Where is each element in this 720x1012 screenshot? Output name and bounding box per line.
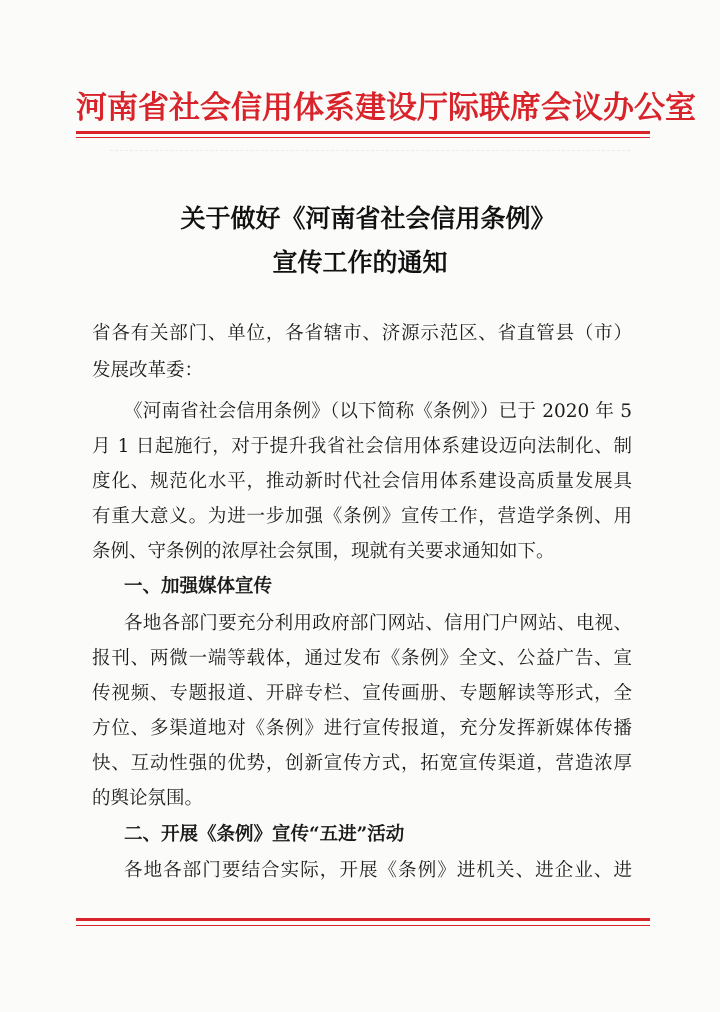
addressee-line-1: 省各有关部门、单位，各省辖市、济源示范区、省直管县（市） [92, 323, 632, 344]
section-1-line-6: 的舆论氛围。 [92, 788, 204, 809]
section-1-line-1: 各地各部门要充分利用政府部门网站、信用门户网站、电视、 [124, 613, 632, 634]
section-2-heading: 二、开展《条例》宣传“五进”活动 [124, 824, 405, 845]
show-through-texture [110, 150, 630, 163]
document-title-line-1: 关于做好《河南省社会信用条例》 [180, 204, 556, 233]
intro-line-5: 条例、守条例的浓厚社会氛围，现就有关要求通知如下。 [92, 541, 555, 562]
section-1-line-5: 快、互动性强的优势，创新宣传方式，拓宽宣传渠道，营造浓厚 [92, 753, 632, 774]
intro-line-4: 有重大意义。为进一步加强《条例》宣传工作，营造学条例、用 [92, 506, 632, 527]
issuing-office-header: 河南省社会信用体系建设厅际联席会议办公室 [76, 90, 696, 126]
section-1-line-2: 报刊、两微一端等载体，通过发布《条例》全文、公益广告、宣 [92, 648, 632, 669]
section-2-line-1: 各地各部门要结合实际，开展《条例》进机关、进企业、进 [124, 860, 632, 881]
footer-red-rule-thick [76, 918, 650, 921]
section-1-heading: 一、加强媒体宣传 [124, 576, 273, 597]
intro-line-1: 《河南省社会信用条例》（以下简称《条例》）已于 2020 年 5 [124, 401, 632, 422]
document-title-line-2: 宣传工作的通知 [272, 248, 448, 277]
intro-line-2: 月 1 日起施行，对于提升我省社会信用体系建设迈向法制化、制 [92, 436, 632, 457]
intro-line-3: 度化、规范化水平，推动新时代社会信用体系建设高质量发展具 [92, 471, 632, 492]
footer-red-rule-thin [76, 925, 650, 926]
addressee-line-2: 发展改革委： [92, 360, 204, 381]
section-1-line-4: 方位、多渠道地对《条例》进行宣传报道，充分发挥新媒体传播 [92, 718, 632, 739]
header-red-rule-thin [76, 137, 650, 138]
section-1-line-3: 传视频、专题报道、开辟专栏、宣传画册、专题解读等形式，全 [92, 683, 632, 704]
header-red-rule-thick [76, 131, 650, 134]
